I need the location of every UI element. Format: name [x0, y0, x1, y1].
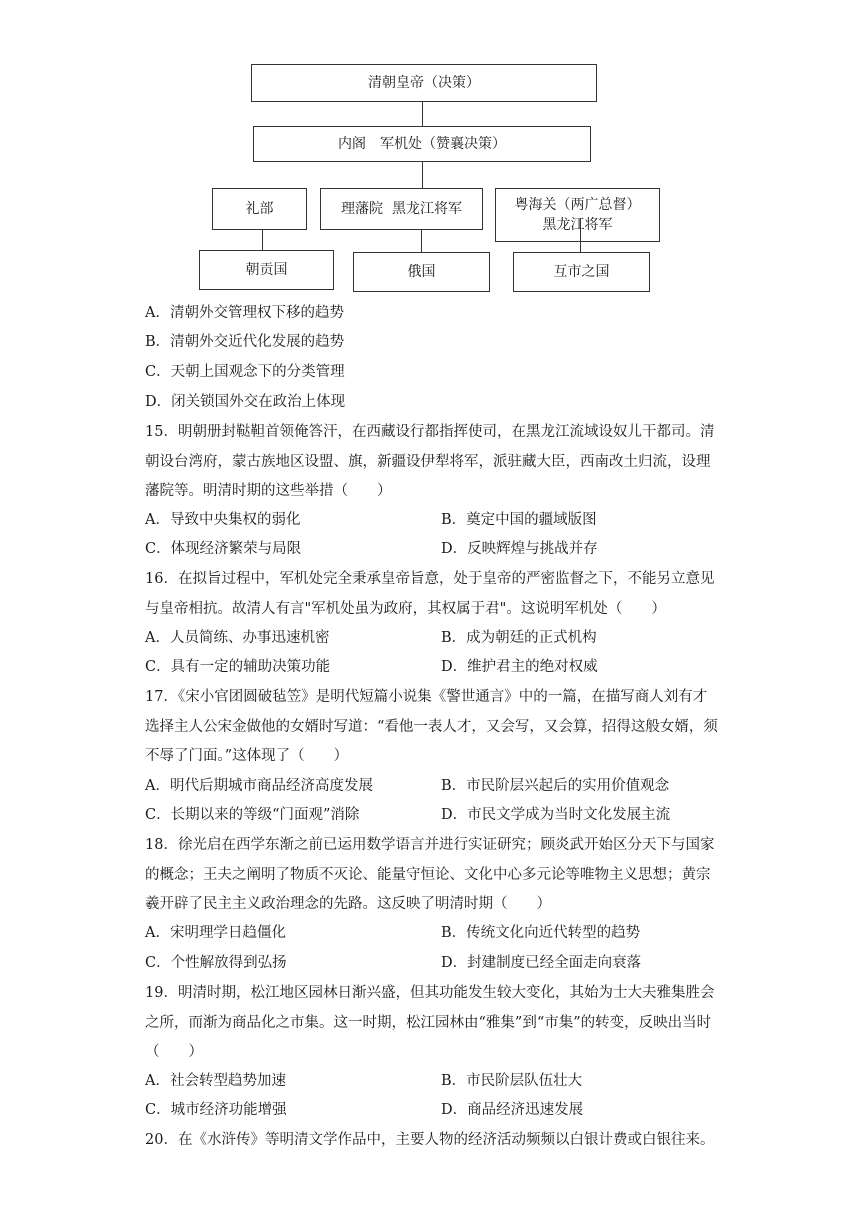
q15-option-d: D．反映辉煌与挑战并存: [441, 541, 598, 557]
q18-option-b: B．传统文化向近代转型的趋势: [441, 925, 641, 941]
q17-option-d: D．市民文学成为当时文化发展主流: [441, 807, 671, 823]
q15-option-a: A．导致中央集权的弱化: [145, 512, 301, 528]
box-target-label: 俄国: [407, 264, 436, 280]
q19-option-a: A．社会转型趋势加速: [145, 1073, 286, 1089]
q19-stem: 19．明清时期，松江地区园林日渐兴盛，但其功能发生较大变化，其始为士大夫雅集胜会之所，而渐为商品化之市集。这一时期，松江园林由“雅集”到“市集”的转变，反映出当时（ ）: [145, 985, 715, 1060]
box-target-label: 互市之国: [553, 264, 610, 280]
q20-stem: 20．在《水浒传》等明清文学作品中，主要人物的经济活动频频以白银计费或白银往来。: [145, 1132, 715, 1148]
q14-option-d: D．闭关锁国外交在政治上体现: [145, 394, 346, 410]
box-lifanyuan: [320, 188, 483, 230]
connector-line: [580, 218, 581, 252]
q15-stem: 15．明朝册封鞑靼首领俺答汗，在西藏设行都指挥使司，在黑龙江流域设奴儿干都司。清朝设台湾府，蒙古族地区设盟、旗，新疆设伊犁将军，派驻藏大臣，西南改土归流，设理藩院等。明清时期的这些举措（ ）: [145, 424, 715, 499]
box-emperor: [251, 64, 597, 102]
connector-line: [422, 162, 423, 188]
connector-line: [262, 230, 263, 252]
q19-option-c: C．城市经济功能增强: [145, 1102, 287, 1118]
box-ministry-rites: [212, 188, 307, 230]
q14-option-b: B．清朝外交近代化发展的趋势: [145, 334, 345, 350]
box-tributary-states: [199, 250, 334, 290]
q15-option-b: B．奠定中国的疆域版图: [441, 512, 597, 528]
q15-option-c: C．体现经济繁荣与局限: [145, 541, 302, 557]
box-customs: [495, 188, 660, 242]
box-cabinet-label: 内阁 军机处（赞襄决策）: [338, 136, 506, 152]
q16-stem: 16．在拟旨过程中，军机处完全秉承皇帝旨意，处于皇帝的严密监督之下，不能另立意见与皇帝相抗。故清人有言"军机处虽为政府，其权属于君"。这说明军机处（ ）: [145, 571, 715, 617]
q18-option-c: C．个性解放得到弘扬: [145, 955, 287, 971]
box-trading-states: [513, 252, 650, 292]
q14-option-c: C．天朝上国观念下的分类管理: [145, 364, 345, 380]
q17-option-b: B．市民阶层兴起后的实用价值观念: [441, 778, 670, 794]
q16-option-c: C．具有一定的辅助决策功能: [145, 659, 331, 675]
q16-option-b: B．成为朝廷的正式机构: [441, 630, 597, 646]
box-ministry-label: 理藩院 黑龙江将军: [341, 201, 462, 217]
q17-option-c: C．长期以来的等级“门面观”消除: [145, 807, 360, 823]
q16-option-d: D．维护君主的绝对权威: [441, 659, 598, 675]
box-target-label: 朝贡国: [245, 262, 288, 278]
q19-option-b: B．市民阶层队伍壮大: [441, 1073, 583, 1089]
box-ministry-label: 礼部: [245, 201, 274, 217]
box-emperor-label: 清朝皇帝（决策）: [368, 75, 480, 91]
box-ministry-label: 粤海关（两广总督） 黑龙江将军: [514, 197, 641, 233]
q14-option-a: A．清朝外交管理权下移的趋势: [145, 305, 344, 321]
q17-stem: 17．《宋小官团圆破毡笠》是明代短篇小说集《警世通言》中的一篇，在描写商人刘有才选择主人公宋金做他的女婿时写道：“看他一表人才，又会写，又会算，招得这般女婿，须不辱了门面。”这体现了（ ）: [145, 689, 718, 764]
connector-line: [422, 102, 423, 126]
box-russia: [353, 252, 490, 292]
organization-diagram: [0, 0, 860, 300]
q16-option-a: A．人员简练、办事迅速机密: [145, 630, 330, 646]
q18-stem: 18．徐光启在西学东渐之前已运用数学语言并进行实证研究；顾炎武开始区分天下与国家的概念；王夫之阐明了物质不灭论、能量守恒论、文化中心多元论等唯物主义思想；黄宗羲开辟了民主主义政治理念的先路。这反映了明清时期（ ）: [145, 837, 715, 912]
box-cabinet: [253, 126, 591, 162]
q19-option-d: D．商品经济迅速发展: [441, 1102, 584, 1118]
connector-line: [421, 230, 422, 252]
q18-option-d: D．封建制度已经全面走向衰落: [441, 955, 642, 971]
q18-option-a: A．宋明理学日趋僵化: [145, 925, 286, 941]
q17-option-a: A．明代后期城市商品经济高度发展: [145, 778, 373, 794]
